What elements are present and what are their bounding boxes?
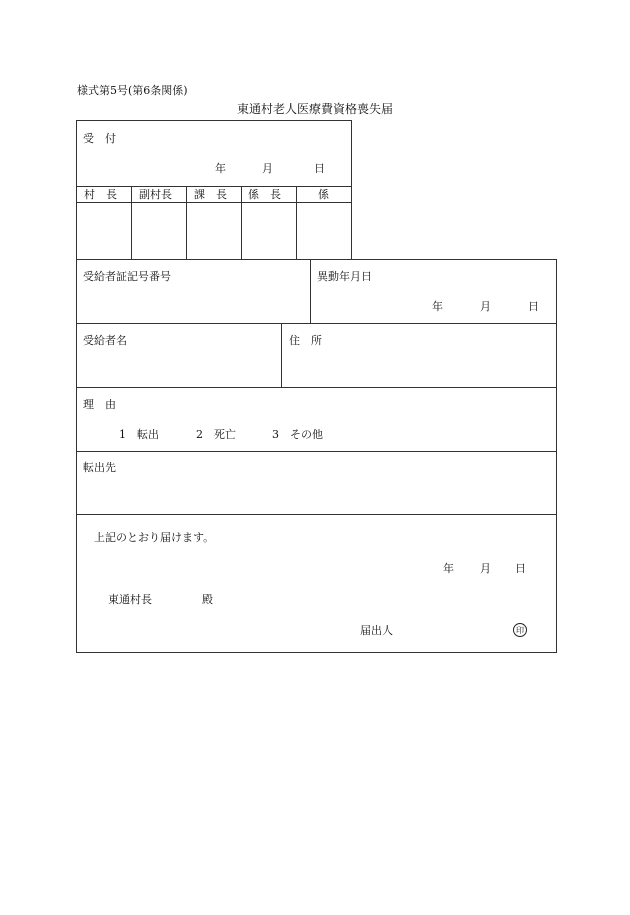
approver-deputy-village-head: 副村長: [139, 188, 172, 201]
destination-label: 転出先: [83, 461, 116, 474]
form-number: 様式第5号(第6条関係): [77, 84, 188, 97]
change-date-label: 異動年月日: [317, 270, 372, 283]
cert-number-label: 受給者証記号番号: [83, 270, 171, 283]
approver-divider: [296, 186, 297, 260]
declaration-text: 上記のとおり届けます。: [94, 531, 215, 544]
change-date-month: 月: [480, 300, 491, 313]
reception-label: 受 付: [83, 132, 116, 145]
approver-subsection-chief: 係 長: [248, 188, 281, 201]
reason-option-moved-out: 1 転出: [119, 428, 159, 441]
recipient-name-label: 受給者名: [83, 334, 127, 347]
row-separator: [76, 387, 557, 388]
reception-day: 日: [314, 162, 325, 175]
declaration-month: 月: [480, 562, 491, 575]
approver-divider: [186, 186, 187, 260]
approver-header-bottom: [76, 202, 352, 203]
approver-divider: [131, 186, 132, 260]
approver-section-chief: 課 長: [194, 188, 227, 201]
row-separator: [76, 323, 557, 324]
approver-header-top: [76, 186, 352, 187]
addressee: 東通村長: [108, 593, 152, 606]
declaration-day: 日: [515, 562, 526, 575]
submitter-label: 届出人: [360, 624, 393, 637]
seal-mark: 印: [513, 623, 527, 637]
reception-year: 年: [215, 162, 226, 175]
approver-divider: [241, 186, 242, 260]
row2-divider: [281, 323, 282, 387]
change-date-year: 年: [432, 300, 443, 313]
approver-village-head: 村 長: [84, 188, 117, 201]
approver-staff: 係: [318, 188, 329, 201]
form-title: 東通村老人医療費資格喪失届: [237, 102, 394, 116]
honorific: 殿: [202, 593, 213, 606]
change-date-day: 日: [528, 300, 539, 313]
reason-option-other: 3 その他: [272, 428, 323, 441]
reason-option-death: 2 死亡: [196, 428, 236, 441]
reason-label: 理 由: [83, 398, 116, 411]
declaration-year: 年: [443, 562, 454, 575]
row-separator: [76, 451, 557, 452]
row-separator: [76, 514, 557, 515]
reception-month: 月: [262, 162, 273, 175]
address-label: 住 所: [289, 334, 322, 347]
row1-divider: [310, 259, 311, 323]
